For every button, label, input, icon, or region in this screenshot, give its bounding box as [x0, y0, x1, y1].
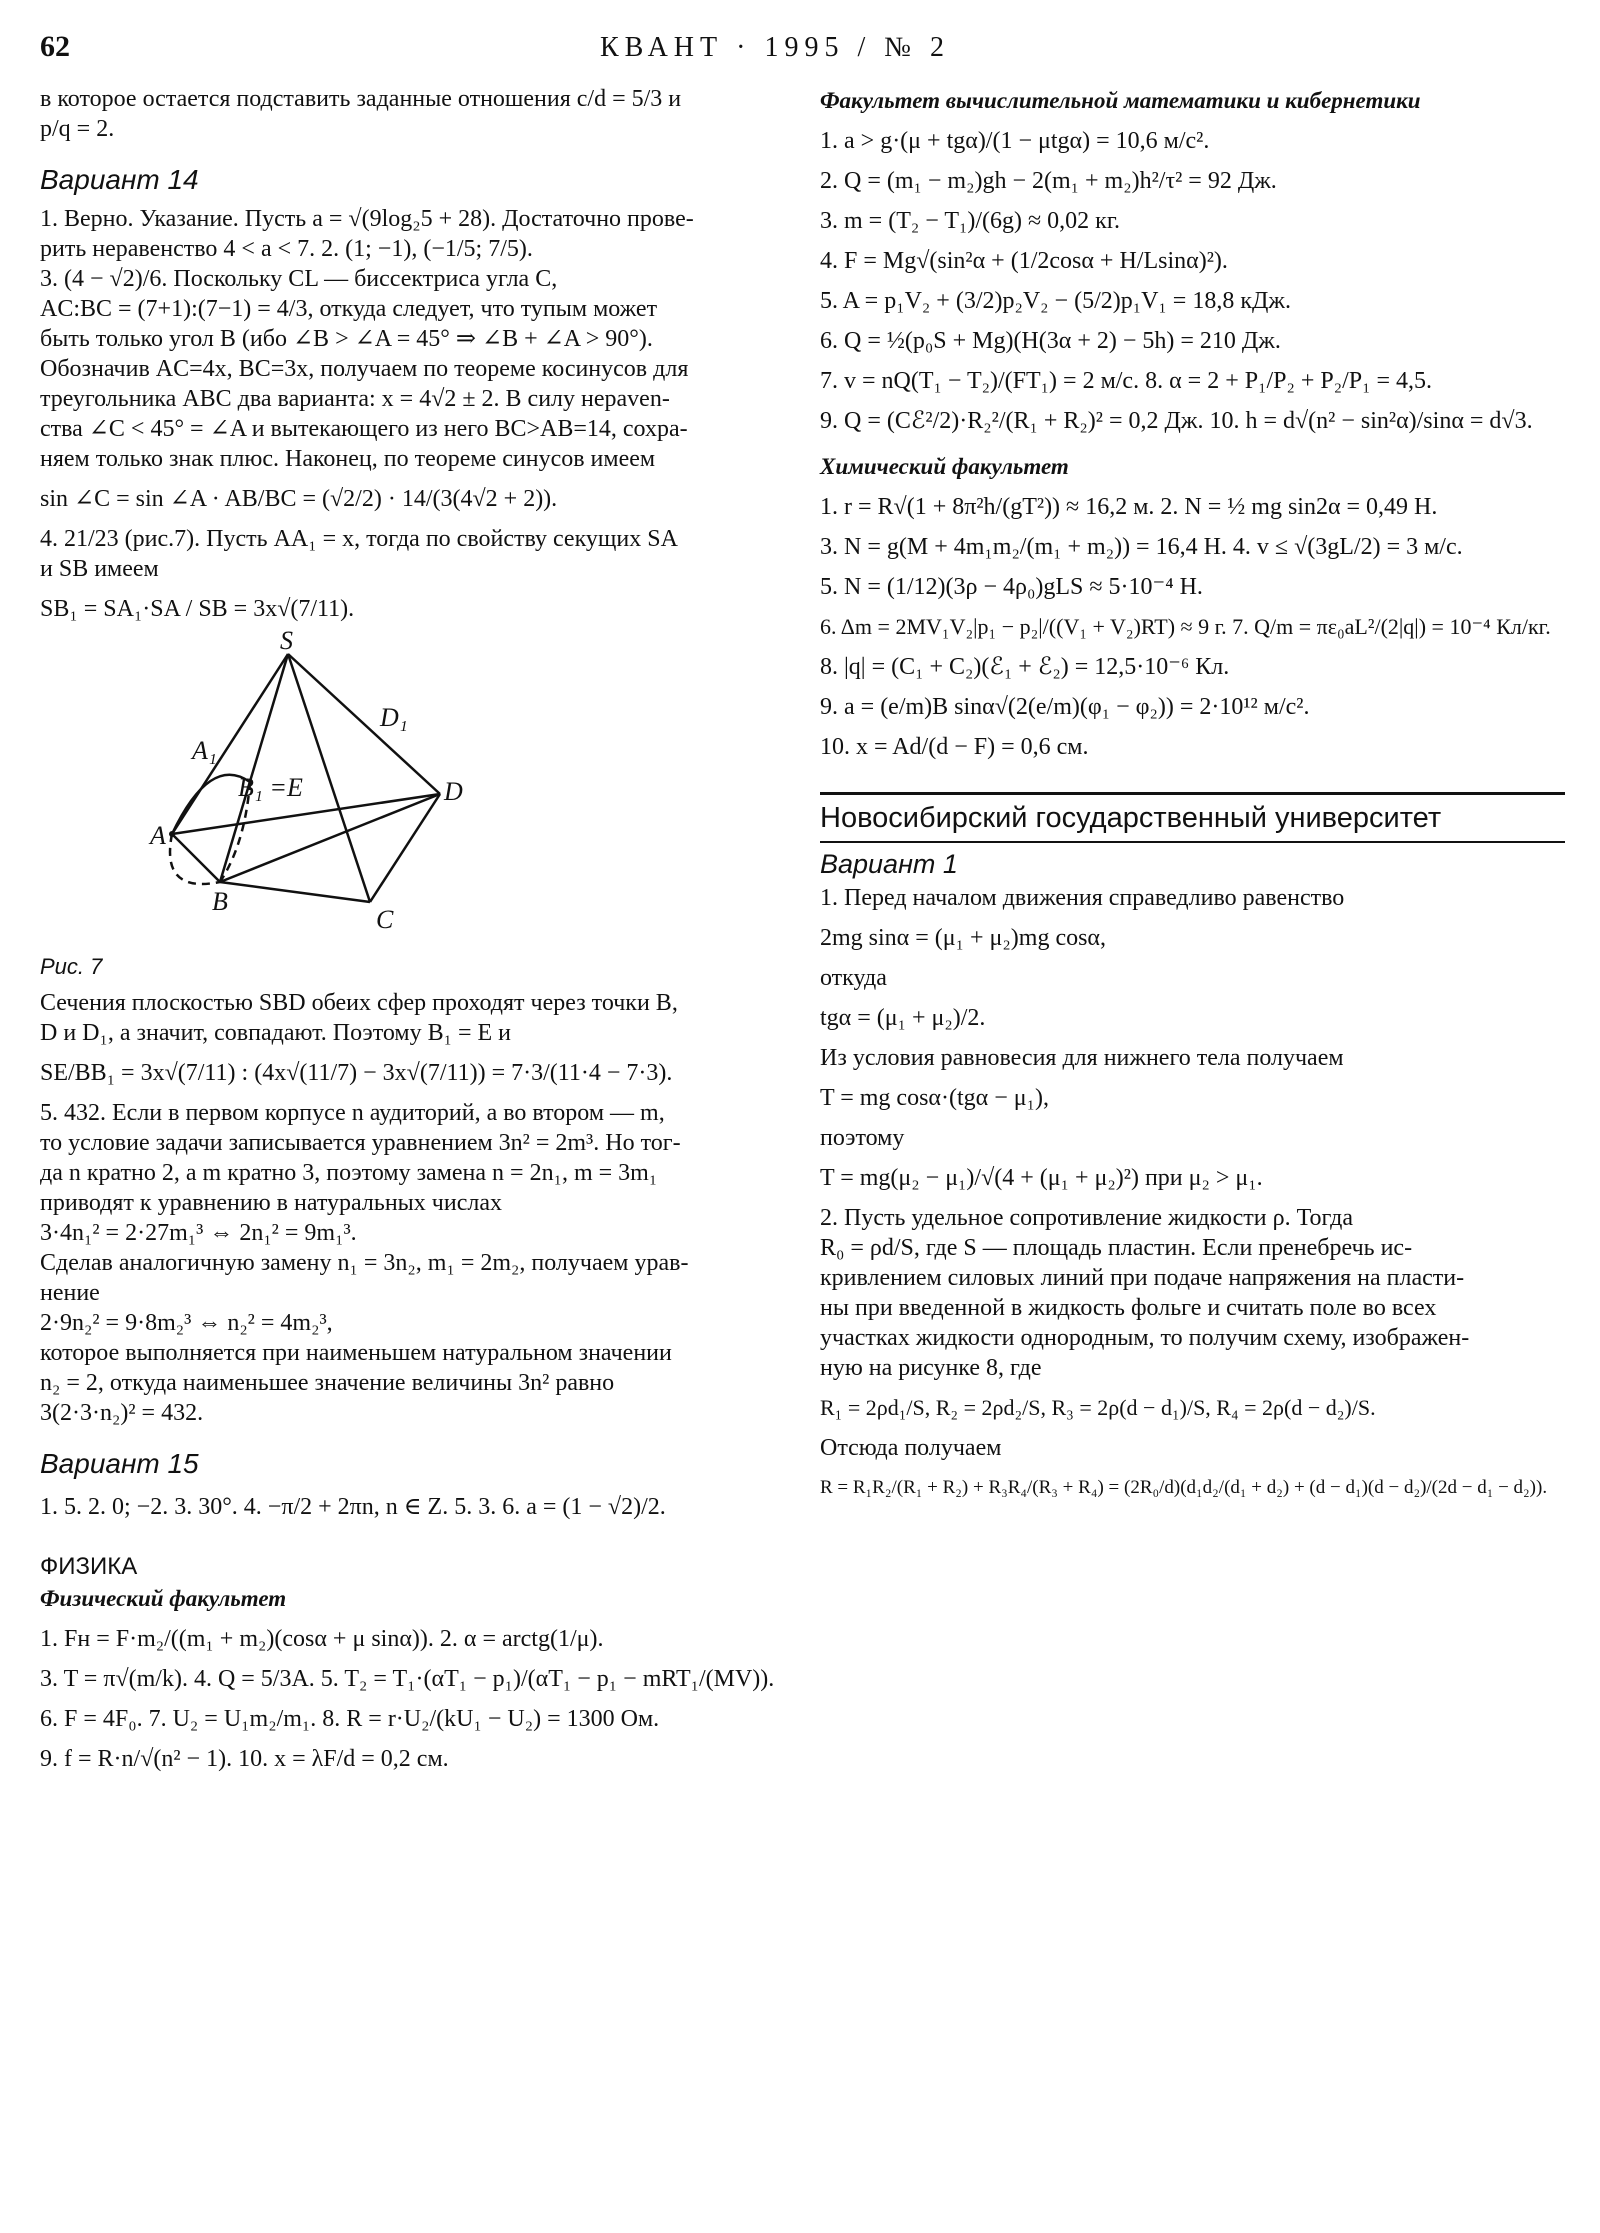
- physics-heading: ФИЗИКА: [40, 1553, 138, 1580]
- text-line: ную на рисунке 8, где: [820, 1355, 1042, 1381]
- physics-answer: 9. f = R·n/√(n² − 1). 10. x = λF/d = 0,2 см.: [40, 1746, 449, 1772]
- cmc-answer: 3. m = (T₂ − T₁)/(6g) ≈ 0,02 кг.: [820, 208, 1120, 234]
- text-line: n₂ = 2, откуда наименьшее значение величины 3n² равно: [40, 1370, 615, 1396]
- physics-answer: 6. F = 4F₀. 7. U₂ = U₁m₂/m₁. 8. R = r·U₂/(kU₁ − U₂) = 1300 Ом.: [40, 1706, 660, 1732]
- text-line: 5. 432. Если в первом корпусе n аудиторий, а во втором — m,: [40, 1100, 665, 1126]
- text-line: и SB имеем: [40, 556, 159, 582]
- text-line: треугольника ABC два варианта: x = 4√2 ± 2. В силу нераven-: [40, 386, 670, 412]
- variant-15-answers: 1. 5. 2. 0; −2. 3. 30°. 4. −π/2 + 2πn, n ∈ Z. 5. 3. 6. a = (1 − √2)/2.: [40, 1494, 666, 1520]
- text-line: то условие задачи записывается уравнением 3n² = 2m³. Но тог-: [40, 1130, 681, 1156]
- label-s: S: [280, 626, 293, 655]
- text-line: Отсюда получаем: [820, 1435, 1002, 1461]
- edge-bc: [220, 882, 370, 902]
- text-line: 3. (4 − √2)/6. Поскольку CL — биссектриса угла C,: [40, 266, 558, 292]
- section-title-nsu-variant-1: Вариант 1: [820, 849, 958, 879]
- text-line: p/q = 2.: [40, 116, 115, 142]
- edge-cd: [370, 794, 440, 902]
- formula-sin-c: sin ∠C = sin ∠A · AB/BC = (√2/2) · 14/(3(4√2 + 2)).: [40, 486, 558, 512]
- cmc-answer: 9. Q = (Cℰ²/2)·R₂²/(R₁ + R₂)² = 0,2 Дж. 10. h = d√(n² − sin²α)/sinα = d√3.: [820, 408, 1533, 434]
- right-column: [820, 84, 1565, 1513]
- point-a: [169, 831, 175, 837]
- text-line: быть только угол B (ибо ∠B > ∠A = 45° ⇒ ∠B + ∠A > 90°).: [40, 326, 653, 352]
- edge-sb: [220, 654, 288, 882]
- formula-sb1: SB₁ = SA₁·SA / SB = 3x√(7/11).: [40, 596, 355, 622]
- section-title-variant-14: Вариант 14: [40, 164, 199, 195]
- cmc-answer: 6. Q = ½(p₀S + Mg)(H(3α + 2) − 5h) = 210 Дж.: [820, 328, 1281, 354]
- physics-answer: 1. Fн = F·m₂/((m₁ + m₂)(cosα + μ sinα)). 2. α = arctg(1/μ).: [40, 1626, 604, 1652]
- formula-line: T = mg cosα·(tgα − μ₁),: [820, 1085, 1049, 1111]
- text-line: 1. Перед началом движения справедливо равенство: [820, 885, 1345, 911]
- figure-7-pyramid: [40, 626, 463, 944]
- label-a: A: [150, 821, 166, 850]
- text-line: 2. Пусть удельное сопротивление жидкости ρ. Тогда: [820, 1205, 1353, 1231]
- university-heading: Новосибирский государственный университет: [820, 792, 1565, 843]
- text-line: D и D₁, а значит, совпадают. Поэтому B₁ = E и: [40, 1020, 512, 1046]
- edge-ad: [172, 794, 440, 834]
- chem-answer: 3. N = g(M + 4m₁m₂/(m₁ + m₂)) = 16,4 Н. 4. v ≤ √(3gL/2) = 3 м/с.: [820, 534, 1463, 560]
- text-line: кривлением силовых линий при подаче напряжения на пласти-: [820, 1265, 1465, 1291]
- edge-sa: [172, 654, 288, 834]
- edge-ab: [172, 834, 220, 882]
- cmc-answer: 5. A = p₁V₂ + (3/2)p₂V₂ − (5/2)p₁V₁ = 18,8 кДж.: [820, 288, 1291, 314]
- faculty-chemistry: Химический факультет: [820, 454, 1069, 479]
- formula-line: T = mg(μ₂ − μ₁)/√(4 + (μ₁ + μ₂)²) при μ₂ > μ₁.: [820, 1165, 1263, 1191]
- cmc-answer: 7. v = nQ(T₁ − T₂)/(FT₁) = 2 м/с. 8. α = 2 + P₁/P₂ + P₂/P₁ = 4,5.: [820, 368, 1432, 394]
- chem-answer: 8. |q| = (C₁ + C₂)(ℰ₁ + ℰ₂) = 12,5·10⁻⁶ Кл.: [820, 654, 1230, 680]
- chem-answer: 5. N = (1/12)(3ρ − 4ρ₀)gLS ≈ 5·10⁻⁴ Н.: [820, 574, 1203, 600]
- text-line: AC:BC = (7+1):(7−1) = 4/3, откуда следует, что тупым может: [40, 296, 658, 322]
- text-line: 4. 21/23 (рис.7). Пусть AA₁ = x, тогда по свойству секущих SA: [40, 526, 678, 552]
- text-line: приводят к уравнению в натуральных числах: [40, 1190, 502, 1216]
- text-line: Обозначив AC=4x, BC=3x, получаем по теореме косинусов для: [40, 356, 689, 382]
- left-column: [40, 84, 785, 1784]
- text-line: Сделав аналогичную замену n₁ = 3n₂, m₁ = 2m₂, получаем урав-: [40, 1250, 689, 1276]
- cmc-answer: 4. F = Mg√(sin²α + (1/2cosα + H/Lsinα)²).: [820, 248, 1228, 274]
- text-line: 3(2·3·n₂)² = 432.: [40, 1400, 204, 1426]
- label-b1-e: B₁ =E: [238, 773, 303, 802]
- edge-bd: [220, 794, 440, 882]
- text-line: нение: [40, 1280, 100, 1306]
- cmc-answer: 1. a > g·(μ + tgα)/(1 − μtgα) = 10,6 м/с².: [820, 128, 1210, 154]
- text-line: поэтому: [820, 1125, 905, 1151]
- label-b: B: [212, 887, 228, 916]
- chem-answer: 10. x = Ad/(d − F) = 0,6 см.: [820, 734, 1089, 760]
- text-line: 3·4n₁² = 2·27m₁³ ⇔ 2n₁² = 9m₁³.: [40, 1220, 357, 1246]
- text-line: да n кратно 2, а m кратно 3, поэтому замена n = 2n₁, m = 3m₁: [40, 1160, 658, 1186]
- text-line: рить неравенство 4 < a < 7. 2. (1; −1), (−1/5; 7/5).: [40, 236, 533, 262]
- page-number: 62: [40, 30, 70, 63]
- faculty-cmc: Факультет вычислительной математики и кибернетики: [820, 88, 1421, 113]
- sphere-arc-lower: [170, 834, 220, 884]
- text-line: няем только знак плюс. Наконец, по теореме синусов имеем: [40, 446, 656, 472]
- formula-line: R = R₁R₂/(R₁ + R₂) + R₃R₄/(R₃ + R₄) = (2R₀/d)(d₁d₂/(d₁ + d₂) + (d − d₁)(d − d₂)/(2d − d₁ − d₂)).: [820, 1477, 1548, 1498]
- chem-answer: 6. Δm = 2MV₁V₂|p₁ − p₂|/((V₁ + V₂)RT) ≈ 9 г. 7. Q/m = πε₀aL²/(2|q|) = 10⁻⁴ Кл/кг.: [820, 614, 1551, 639]
- text-line: 2·9n₂² = 9·8m₂³ ⇔ n₂² = 4m₂³,: [40, 1310, 333, 1336]
- text-line: Из условия равновесия для нижнего тела получаем: [820, 1045, 1344, 1071]
- section-title-variant-15: Вариант 15: [40, 1448, 199, 1479]
- formula-line: 2mg sinα = (μ₁ + μ₂)mg cosα,: [820, 925, 1107, 951]
- label-d: D: [444, 777, 463, 806]
- text-line: ства ∠C < 45° = ∠A и вытекающего из него BC>AB=14, сохра-: [40, 416, 688, 442]
- text-line: ны при введенной в жидкость фольге и считать поле во всех: [820, 1295, 1437, 1321]
- text-line: Сечения плоскостью SBD обеих сфер проходят через точки B,: [40, 990, 678, 1016]
- text-line: участках жидкости однородным, то получим схему, изображен-: [820, 1325, 1470, 1351]
- formula-line: tgα = (μ₁ + μ₂)/2.: [820, 1005, 986, 1031]
- text-line: откуда: [820, 965, 887, 991]
- formula-se-bb1: SE/BB₁ = 3x√(7/11) : (4x√(11/7) − 3x√(7/11)) = 7·3/(11·4 − 7·3).: [40, 1060, 673, 1086]
- text-line: которое выполняется при наименьшем натуральном значении: [40, 1340, 672, 1366]
- formula-line: R₁ = 2ρd₁/S, R₂ = 2ρd₂/S, R₃ = 2ρ(d − d₁)/S, R₄ = 2ρ(d − d₂)/S.: [820, 1395, 1376, 1420]
- chem-answer: 9. a = (e/m)B sinα√(2(e/m)(φ₁ − φ₂)) = 2·10¹² м/с².: [820, 694, 1310, 720]
- physics-answer: 3. T = π√(m/k). 4. Q = 5/3A. 5. T₂ = T₁·(αT₁ − p₁)/(αT₁ − p₁ − mRT₁/(MV)).: [40, 1666, 775, 1692]
- text-line: 1. Верно. Указание. Пусть a = √(9log₂5 + 28). Достаточно прове-: [40, 206, 694, 232]
- text-line: R₀ = ρd/S, где S — площадь пластин. Если пренебречь ис-: [820, 1235, 1413, 1261]
- label-c: C: [376, 905, 394, 934]
- running-header: [0, 30, 1600, 70]
- figure-caption: Рис. 7: [40, 954, 103, 979]
- journal-title: КВАНТ · 1995 / № 2: [600, 32, 950, 63]
- chem-answer: 1. r = R√(1 + 8π²h/(gT²)) ≈ 16,2 м. 2. N = ½ mg sin2α = 0,49 Н.: [820, 494, 1438, 520]
- faculty-physics: Физический факультет: [40, 1586, 287, 1611]
- label-d1: D₁: [380, 703, 408, 732]
- text-line: в которое остается подставить заданные отношения c/d = 5/3 и: [40, 86, 682, 112]
- cmc-answer: 2. Q = (m₁ − m₂)gh − 2(m₁ + m₂)h²/τ² = 92 Дж.: [820, 168, 1277, 194]
- label-a1: A₁: [192, 736, 217, 765]
